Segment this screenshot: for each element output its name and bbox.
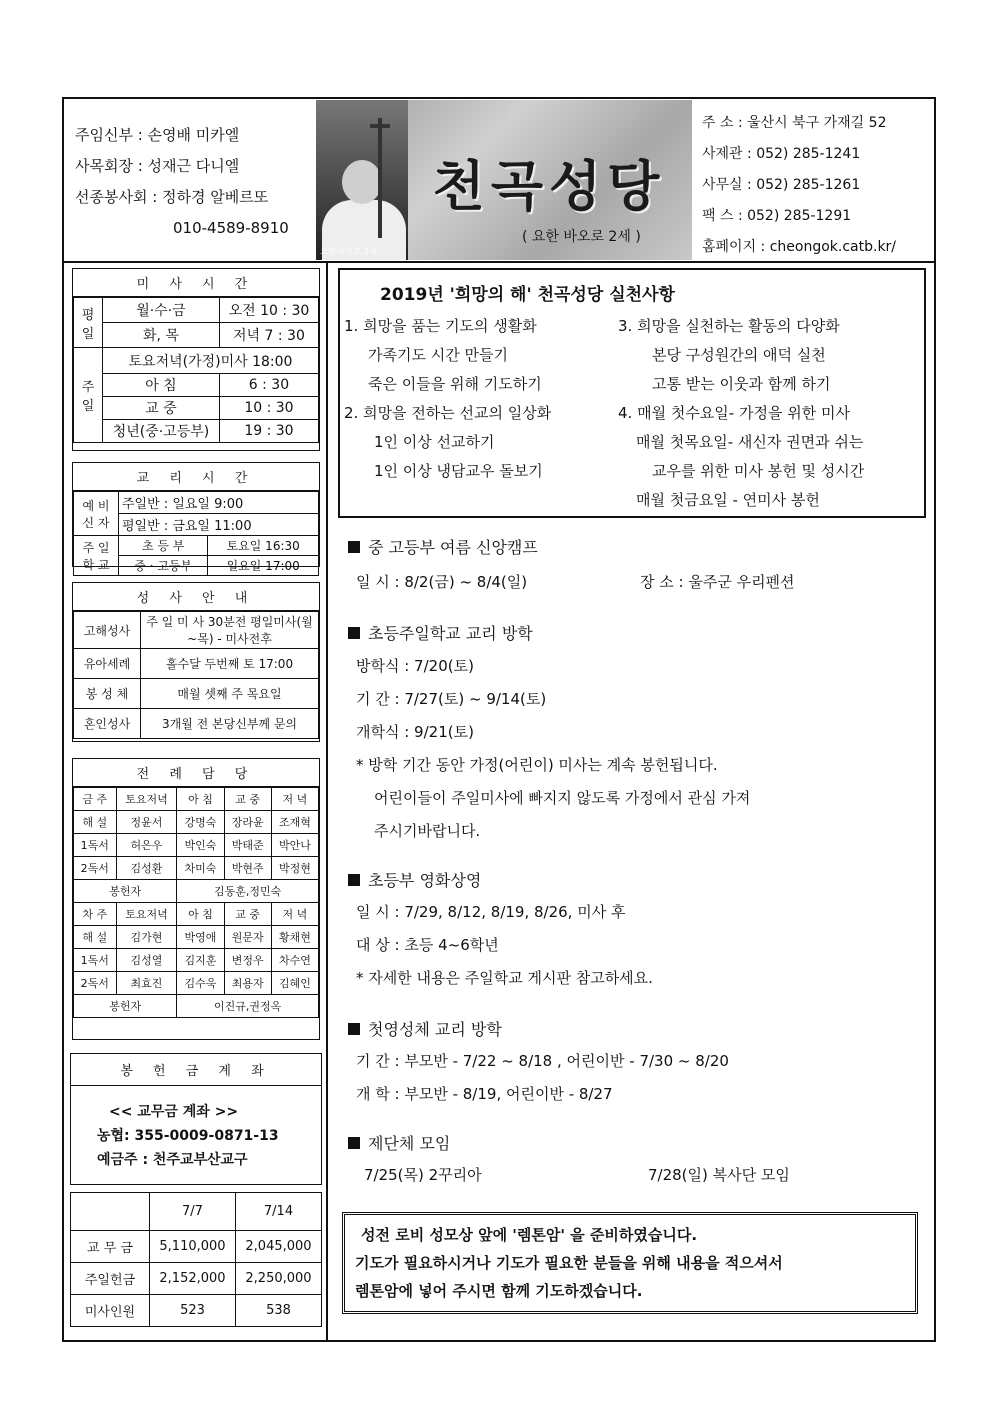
- image-caption: 요한 바오로 2세: [320, 247, 377, 256]
- communion-heading: [348, 1017, 502, 1040]
- offering-value: 2,152,000: [150, 1263, 236, 1295]
- communion-title: 첫영성체 교리 방학: [368, 1020, 502, 1039]
- account-holder: 예금주 : 천주교부산교구: [97, 1152, 248, 1168]
- notice-line: 렘톤암에 넣어 주시면 함께 기도하겠습니다.: [355, 1282, 643, 1300]
- prayer-box-notice: [342, 1212, 918, 1314]
- sunday-label: 주일: [74, 348, 103, 443]
- offering-col-header: [71, 1193, 150, 1231]
- prep-class: 평일반 : 금요일 11:00: [119, 514, 319, 536]
- rectory-phone: 사제관 : 052) 285-1241: [702, 146, 861, 162]
- liturgy-cell: 박정현: [271, 857, 318, 880]
- sunday-mass-name: 교 중: [103, 397, 220, 420]
- movie-line: * 자세한 내용은 주일학교 게시판 참고하세요.: [356, 969, 653, 987]
- mission-line: 선종봉사회 : 정하경 알베르또: [75, 188, 269, 206]
- saturday-mass: 토요저녁(가정)미사 18:00: [103, 348, 319, 374]
- offering-value: 5,110,000: [150, 1231, 236, 1263]
- offering-box: [70, 1192, 322, 1326]
- school-label: 주 일 학 교: [74, 536, 119, 576]
- account-label: << 교무금 계좌 >>: [109, 1104, 239, 1120]
- goal-item: 4. 매월 첫수요일- 가정을 위한 미사: [618, 404, 850, 422]
- sacrament-name: 유아세례: [74, 649, 141, 679]
- liturgy-cell: 김성열: [116, 949, 177, 972]
- offering-row-label: 교 무 금: [71, 1231, 150, 1263]
- bullet-square-icon: [348, 1023, 360, 1035]
- goal-item: 고통 받는 이웃과 함께 하기: [652, 375, 831, 393]
- liturgy-cell: 황채현: [271, 926, 318, 949]
- bullet-square-icon: [348, 874, 360, 886]
- liturgy-header: 교 중: [224, 788, 271, 811]
- bullet-square-icon: [348, 1137, 360, 1149]
- offering-col-header: 7/14: [236, 1193, 322, 1231]
- sacrament-desc: 주 일 미 사 30분전 평일미사(월~목) - 미사전후: [141, 612, 319, 649]
- liturgy-cell: 최효진: [116, 972, 177, 995]
- liturgy-cell: 2독서: [74, 972, 117, 995]
- liturgy-cell: 박태준: [224, 834, 271, 857]
- liturgy-cell: 조재혁: [271, 811, 318, 834]
- offering-row-label: 미사인원: [71, 1295, 150, 1327]
- offering-value: 523: [150, 1295, 236, 1327]
- bullet-square-icon: [348, 627, 360, 639]
- communion-line: 기 간 : 부모반 - 7/22 ~ 8/18 , 어린이반 - 7/30 ~ 8/20: [356, 1052, 729, 1070]
- sacraments-title: 성 사 안 내: [73, 583, 319, 611]
- liturgy-header: 아 침: [177, 788, 224, 811]
- liturgy-cell: 정윤서: [116, 811, 177, 834]
- liturgy-header: 차 주: [74, 903, 117, 926]
- clergy-info: [75, 120, 289, 244]
- liturgy-cell: 장라윤: [224, 811, 271, 834]
- goals-right: [618, 312, 864, 515]
- offertory-names: 이진규,권정옥: [177, 995, 319, 1018]
- movie-heading: [348, 868, 481, 891]
- catechism-title: 교 리 시 간: [73, 463, 319, 491]
- goal-item: 교우를 위한 미사 봉헌 및 성시간: [652, 462, 865, 480]
- vacation-heading: [348, 621, 533, 644]
- school-time: 토요일 16:30: [208, 536, 319, 556]
- movie-title: 초등부 영화상영: [368, 871, 482, 890]
- vacation-line: 개학식 : 9/21(토): [356, 723, 474, 741]
- liturgy-cell: 2독서: [74, 857, 117, 880]
- weekday-label: 평일: [74, 298, 103, 348]
- bullet-square-icon: [348, 541, 360, 553]
- liturgy-cell: 김지훈: [177, 949, 224, 972]
- vacation-line: 어린이들이 주일미사에 빠지지 않도록 가정에서 관심 가져: [374, 789, 751, 807]
- sunday-mass-time: 10 : 30: [219, 397, 318, 420]
- liturgy-header: 저 녁: [271, 788, 318, 811]
- church-banner: [316, 100, 692, 260]
- goal-item: 매월 첫목요일- 새신자 권면과 쉬는: [636, 433, 864, 451]
- goal-item: 3. 희망을 실천하는 활동의 다양화: [618, 317, 840, 335]
- goal-item: 본당 구성원간의 애덕 실천: [652, 346, 826, 364]
- offertory-label: 봉헌자: [74, 995, 177, 1018]
- prep-class: 주일반 : 일요일 9:00: [119, 492, 319, 514]
- offering-table: [70, 1192, 322, 1327]
- goal-item: 1. 희망을 품는 기도의 생활화: [344, 317, 537, 335]
- liturgy-box: [72, 758, 320, 1040]
- office-phone: 사무실 : 052) 285-1261: [702, 177, 861, 193]
- goal-item: 죽은 이들을 위해 기도하기: [368, 375, 542, 393]
- liturgy-header: 아 침: [177, 903, 224, 926]
- council-line: 사목회장 : 성재근 다니엘: [75, 157, 240, 175]
- offertory-label: 봉헌자: [74, 880, 177, 903]
- sunday-mass-name: 아 침: [103, 374, 220, 397]
- offering-value: 2,250,000: [236, 1263, 322, 1295]
- liturgy-cell: 변정우: [224, 949, 271, 972]
- crucifix-icon: [378, 118, 382, 238]
- vacation-line: 주시기바랍니다.: [374, 822, 481, 840]
- homepage-link[interactable]: 홈페이지 : cheongok.catb.kr/: [702, 239, 897, 255]
- vacation-line: 기 간 : 7/27(토) ~ 9/14(토): [356, 690, 547, 708]
- goals-left: [344, 312, 551, 486]
- sacrament-desc: 3개월 전 본당신부께 문의: [141, 709, 319, 739]
- mass-times-box: [72, 268, 320, 451]
- liturgy-cell: 해 설: [74, 811, 117, 834]
- liturgy-cell: 차수연: [271, 949, 318, 972]
- sunday-mass-time: 19 : 30: [219, 420, 318, 443]
- goal-item: 1인 이상 선교하기: [374, 433, 495, 451]
- mass-times-title: 미 사 시 간: [73, 269, 319, 297]
- goal-item: 1인 이상 냉담교우 돌보기: [374, 462, 543, 480]
- fax-number: 팩 스 : 052) 285-1291: [702, 208, 852, 224]
- parish-goals-box: [338, 268, 926, 518]
- contact-info: [702, 108, 896, 263]
- liturgy-table: [73, 787, 319, 1018]
- liturgy-header: 저 녁: [271, 903, 318, 926]
- account-number: 농협: 355-0009-0871-13: [97, 1128, 279, 1144]
- sacrament-name: 고해성사: [74, 612, 141, 649]
- liturgy-cell: 원문자: [224, 926, 271, 949]
- liturgy-cell: 김성환: [116, 857, 177, 880]
- account-box: [70, 1053, 322, 1185]
- vacation-title: 초등주일학교 교리 방학: [368, 624, 533, 643]
- sacrament-desc: 홀수달 두번째 토 17:00: [141, 649, 319, 679]
- liturgy-cell: 차미숙: [177, 857, 224, 880]
- patron-saint: ( 요한 바오로 2세 ): [522, 229, 641, 245]
- vacation-line: 방학식 : 7/20(토): [356, 657, 474, 675]
- camp-heading: [348, 535, 538, 558]
- column-divider: [326, 261, 328, 1342]
- liturgy-header: 금 주: [74, 788, 117, 811]
- weekday-days: 화, 목: [103, 323, 220, 348]
- address: 주 소 : 울산시 북구 가재길 52: [702, 115, 887, 131]
- liturgy-cell: 해 설: [74, 926, 117, 949]
- communion-line: 개 학 : 부모반 - 8/19, 어린이반 - 8/27: [356, 1085, 613, 1103]
- groups-title: 제단체 모임: [368, 1134, 451, 1153]
- offertory-names: 김동훈,정민숙: [177, 880, 319, 903]
- school-group: 초 등 부: [119, 536, 208, 556]
- account-title: 봉 헌 금 계 좌: [71, 1054, 321, 1086]
- goal-item: 2. 희망을 전하는 선교의 일상화: [344, 404, 552, 422]
- offering-row-label: 주일헌금: [71, 1263, 150, 1295]
- liturgy-cell: 강명숙: [177, 811, 224, 834]
- weekday-time: 오전 10 : 30: [219, 298, 318, 323]
- offering-col-header: 7/7: [150, 1193, 236, 1231]
- school-group: 중 · 고등부: [119, 556, 208, 576]
- groups-heading: [348, 1131, 450, 1154]
- sacraments-box: [72, 582, 320, 742]
- liturgy-cell: 김혜인: [271, 972, 318, 995]
- liturgy-header: 교 중: [224, 903, 271, 926]
- camp-place: 장 소 : 울주군 우리펜션: [640, 573, 795, 591]
- liturgy-title: 전 례 담 당: [73, 759, 319, 787]
- notice-line: 기도가 필요하시거나 기도가 필요한 분들을 위해 내용을 적으셔서: [355, 1254, 783, 1272]
- liturgy-cell: 최용자: [224, 972, 271, 995]
- prep-label: 예 비 신 자: [74, 492, 119, 536]
- offering-value: 2,045,000: [236, 1231, 322, 1263]
- movie-line: 일 시 : 7/29, 8/12, 8/19, 8/26, 미사 후: [356, 903, 626, 921]
- camp-title: 중 고등부 여름 신앙캠프: [368, 538, 538, 557]
- liturgy-cell: 박영애: [177, 926, 224, 949]
- goal-item: 가족기도 시간 만들기: [368, 346, 508, 364]
- liturgy-cell: 박현주: [224, 857, 271, 880]
- sunday-mass-time: 6 : 30: [219, 374, 318, 397]
- vacation-line: * 방학 기간 동안 가정(어린이) 미사는 계속 봉헌됩니다.: [356, 756, 718, 774]
- liturgy-cell: 박안나: [271, 834, 318, 857]
- liturgy-cell: 김수욱: [177, 972, 224, 995]
- goals-title: 2019년 '희망의 해' 천곡성당 실천사항: [380, 285, 675, 305]
- sunday-mass-name: 청년(중·고등부): [103, 420, 220, 443]
- mission-phone: 010-4589-8910: [173, 219, 289, 237]
- goal-item: 매월 첫금요일 - 연미사 봉헌: [636, 491, 820, 509]
- liturgy-cell: 박인숙: [177, 834, 224, 857]
- liturgy-header: 토요저녁: [116, 788, 177, 811]
- sacrament-name: 혼인성사: [74, 709, 141, 739]
- offering-value: 538: [236, 1295, 322, 1327]
- liturgy-cell: 김가현: [116, 926, 177, 949]
- notice-line: 성전 로비 성모상 앞에 '렘톤암' 을 준비하였습니다.: [361, 1226, 698, 1244]
- sacrament-name: 봉 성 체: [74, 679, 141, 709]
- groups-line: 7/28(일) 복사단 모임: [648, 1166, 790, 1184]
- church-name: 천곡성당: [432, 155, 666, 218]
- sacrament-desc: 매월 셋째 주 목요일: [141, 679, 319, 709]
- liturgy-header: 토요저녁: [116, 903, 177, 926]
- catechism-box: [72, 462, 320, 573]
- weekday-days: 월·수·금: [103, 298, 220, 323]
- pastor-line: 주임신부 : 손영배 미카엘: [75, 126, 240, 144]
- camp-date: 일 시 : 8/2(금) ~ 8/4(일): [356, 573, 528, 591]
- groups-line: 7/25(목) 2꾸리아: [364, 1166, 482, 1184]
- weekday-time: 저녁 7 : 30: [219, 323, 318, 348]
- school-time: 일요일 17:00: [208, 556, 319, 576]
- liturgy-cell: 1독서: [74, 949, 117, 972]
- pope-image: [316, 100, 408, 260]
- liturgy-cell: 허은우: [116, 834, 177, 857]
- liturgy-cell: 1독서: [74, 834, 117, 857]
- movie-line: 대 상 : 초등 4~6학년: [356, 936, 499, 954]
